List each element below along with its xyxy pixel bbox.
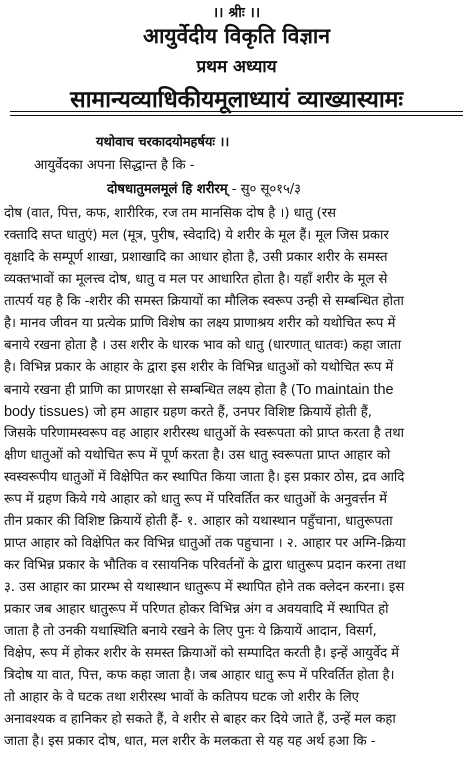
quote-line: यथोवाच चरकादयोमहर्षयः ।। [96,135,230,150]
body-line: जाता है। इस प्रकार दोष, धात, मल शरीर के मलकता से यह यह अर्थ हआ कि - [4,734,376,749]
body-line: प्रकार जब आहार धातुरूप में परिणत होकर विभिन्न अंग व अवयवादि में स्थापित हो [4,602,389,617]
body-line: कर विभिन्न प्रकार के भौतिक व रसायनिक परिवर्तनों के द्वारा धातुरूप प्रदान करना तथा [4,558,406,573]
invocation-line: ।। श्रीः ।। [212,5,261,21]
body-line: जिसके परिणामस्वरूप वह आहार शरीरस्थ धातुओं के स्वरूपता को प्राप्त करता है तथा [4,426,405,441]
chapter-label: प्रथम अध्याय [196,57,277,77]
body-line: जाता है तो उनकी यथास्थिति बनाये रखने के लिए पुनः ये क्रियायें आदान, विसर्ग, [4,624,377,639]
chapter-title: सामान्यव्याधिकीयमूलाध्यायं व्याख्यास्यामः [70,87,403,113]
body-line: तात्पर्य यह है कि -शरीर की समस्त क्रियायों का मौलिक स्वरूप उन्ही से सम्बन्धित होता [4,294,404,309]
sutra-text: दोषधातुमलमूलं हि शरीरम् [107,182,228,197]
body-line: है। विभिन्न प्रकार के आहार के द्वारा इस शरीर के विभिन्न धातुओं को यथोचित रूप में [4,360,394,375]
body-line: तो आहार के वे घटक तथा शरीरस्थ भावों के कतिपय घटक जो शरीर के लिए [4,690,359,705]
body-line: अनावश्यक व हानिकर हो सकते हैं, वे शरीर से बाहर कर दिये जाते हैं, उन्हें मल कहा [4,712,396,727]
body-line: स्वस्वरूपीय धातुओं में विक्षेपित कर स्थापित किया जाता है। इस प्रकार ठोस, द्रव आदि [4,470,405,485]
english-text: To maintain the [295,382,394,398]
body-line: तीन प्रकार की विशिष्ट क्रियायें होती हैं- १. आहार को यथास्थान पहुँचाना, धातुरूपता [4,514,393,529]
body-line: body tissues) जो हम आहार ग्रहण करते हैं, उनपर विशिष्ट क्रियायें होती हैं, [4,404,372,420]
title-rule-top [10,111,463,112]
body-line: रक्तादि सप्त धातुएं) मल (मूत्र, पुरीष, स्वेदादि) ये शरीर के मूल हैं। मूल जिस प्रकार [4,228,389,243]
body-line: प्राप्त आहार को विक्षेपित कर विभिन्न धातुओं तक पहुचाना । २. आहार पर अग्नि-क्रिया [4,536,406,551]
book-title: आयुर्वेदीय विकृति विज्ञान [142,24,331,48]
body-line: है। मानव जीवन या प्रत्येक प्राणि विशेष का लक्ष्य प्राणाश्रय शरीर को यथोचित रूप में [4,316,396,331]
body-line: क्षीण धातुओं को यथोचित रूप में पूर्ण करता है। उस धातु स्वरूपता प्राप्त आहार को [4,448,391,463]
body-line: बनाये रखना ही प्राणि का प्राणरक्षा से सम्बन्धित लक्ष्य होता है (To maintain the [4,382,394,398]
intro-line: आयुर्वेदका अपना सिद्धान्त है कि - [34,158,195,173]
body-line: रूप में ग्रहण किये गये आहार को धातु रूप में परिवर्तित कर धातुओं के अनुवर्त्तन में [4,492,387,507]
body-line: व्यक्तभावों का मूलत्त्व दोष, धातु व मल पर आधारित होता है। यहाँ शरीर के मूल से [4,272,388,287]
title-rule-bottom [10,115,463,116]
sutra-reference: - सु० सू०१५/३ [227,182,301,197]
body-line: त्रिदोष या वात, पित्त, कफ कहा जाता है। जब आहार धातु रूप में परिवर्तित होता है। [4,668,395,683]
body-line: दोष (वात, पित्त, कफ, शारीरिक, रज तम मानसिक दोष है ।) धातु (रस [4,206,336,221]
sutra-line [107,181,301,199]
body-line: ३. उस आहार का प्रारम्भ से यथास्थान धातुरूप में स्थापित होने तक क्लेदन करना। इस [4,580,405,595]
english-text: body tissues [4,404,84,420]
body-line: बनाये रखना होता है । उस शरीर के धारक भाव को धातु (धारणात् धातवः) कहा जाता [4,338,401,353]
body-line: विक्षेप, रूप में होकर शरीर के समस्त क्रियाओं को सम्पादित करती है। इन्हें आयुर्वेद में [4,646,399,661]
body-line: वृक्षादि के सम्पूर्ण शाखा, प्रशाखादि का आधार होता है, उसी प्रकार शरीर के समस्त [4,250,388,265]
